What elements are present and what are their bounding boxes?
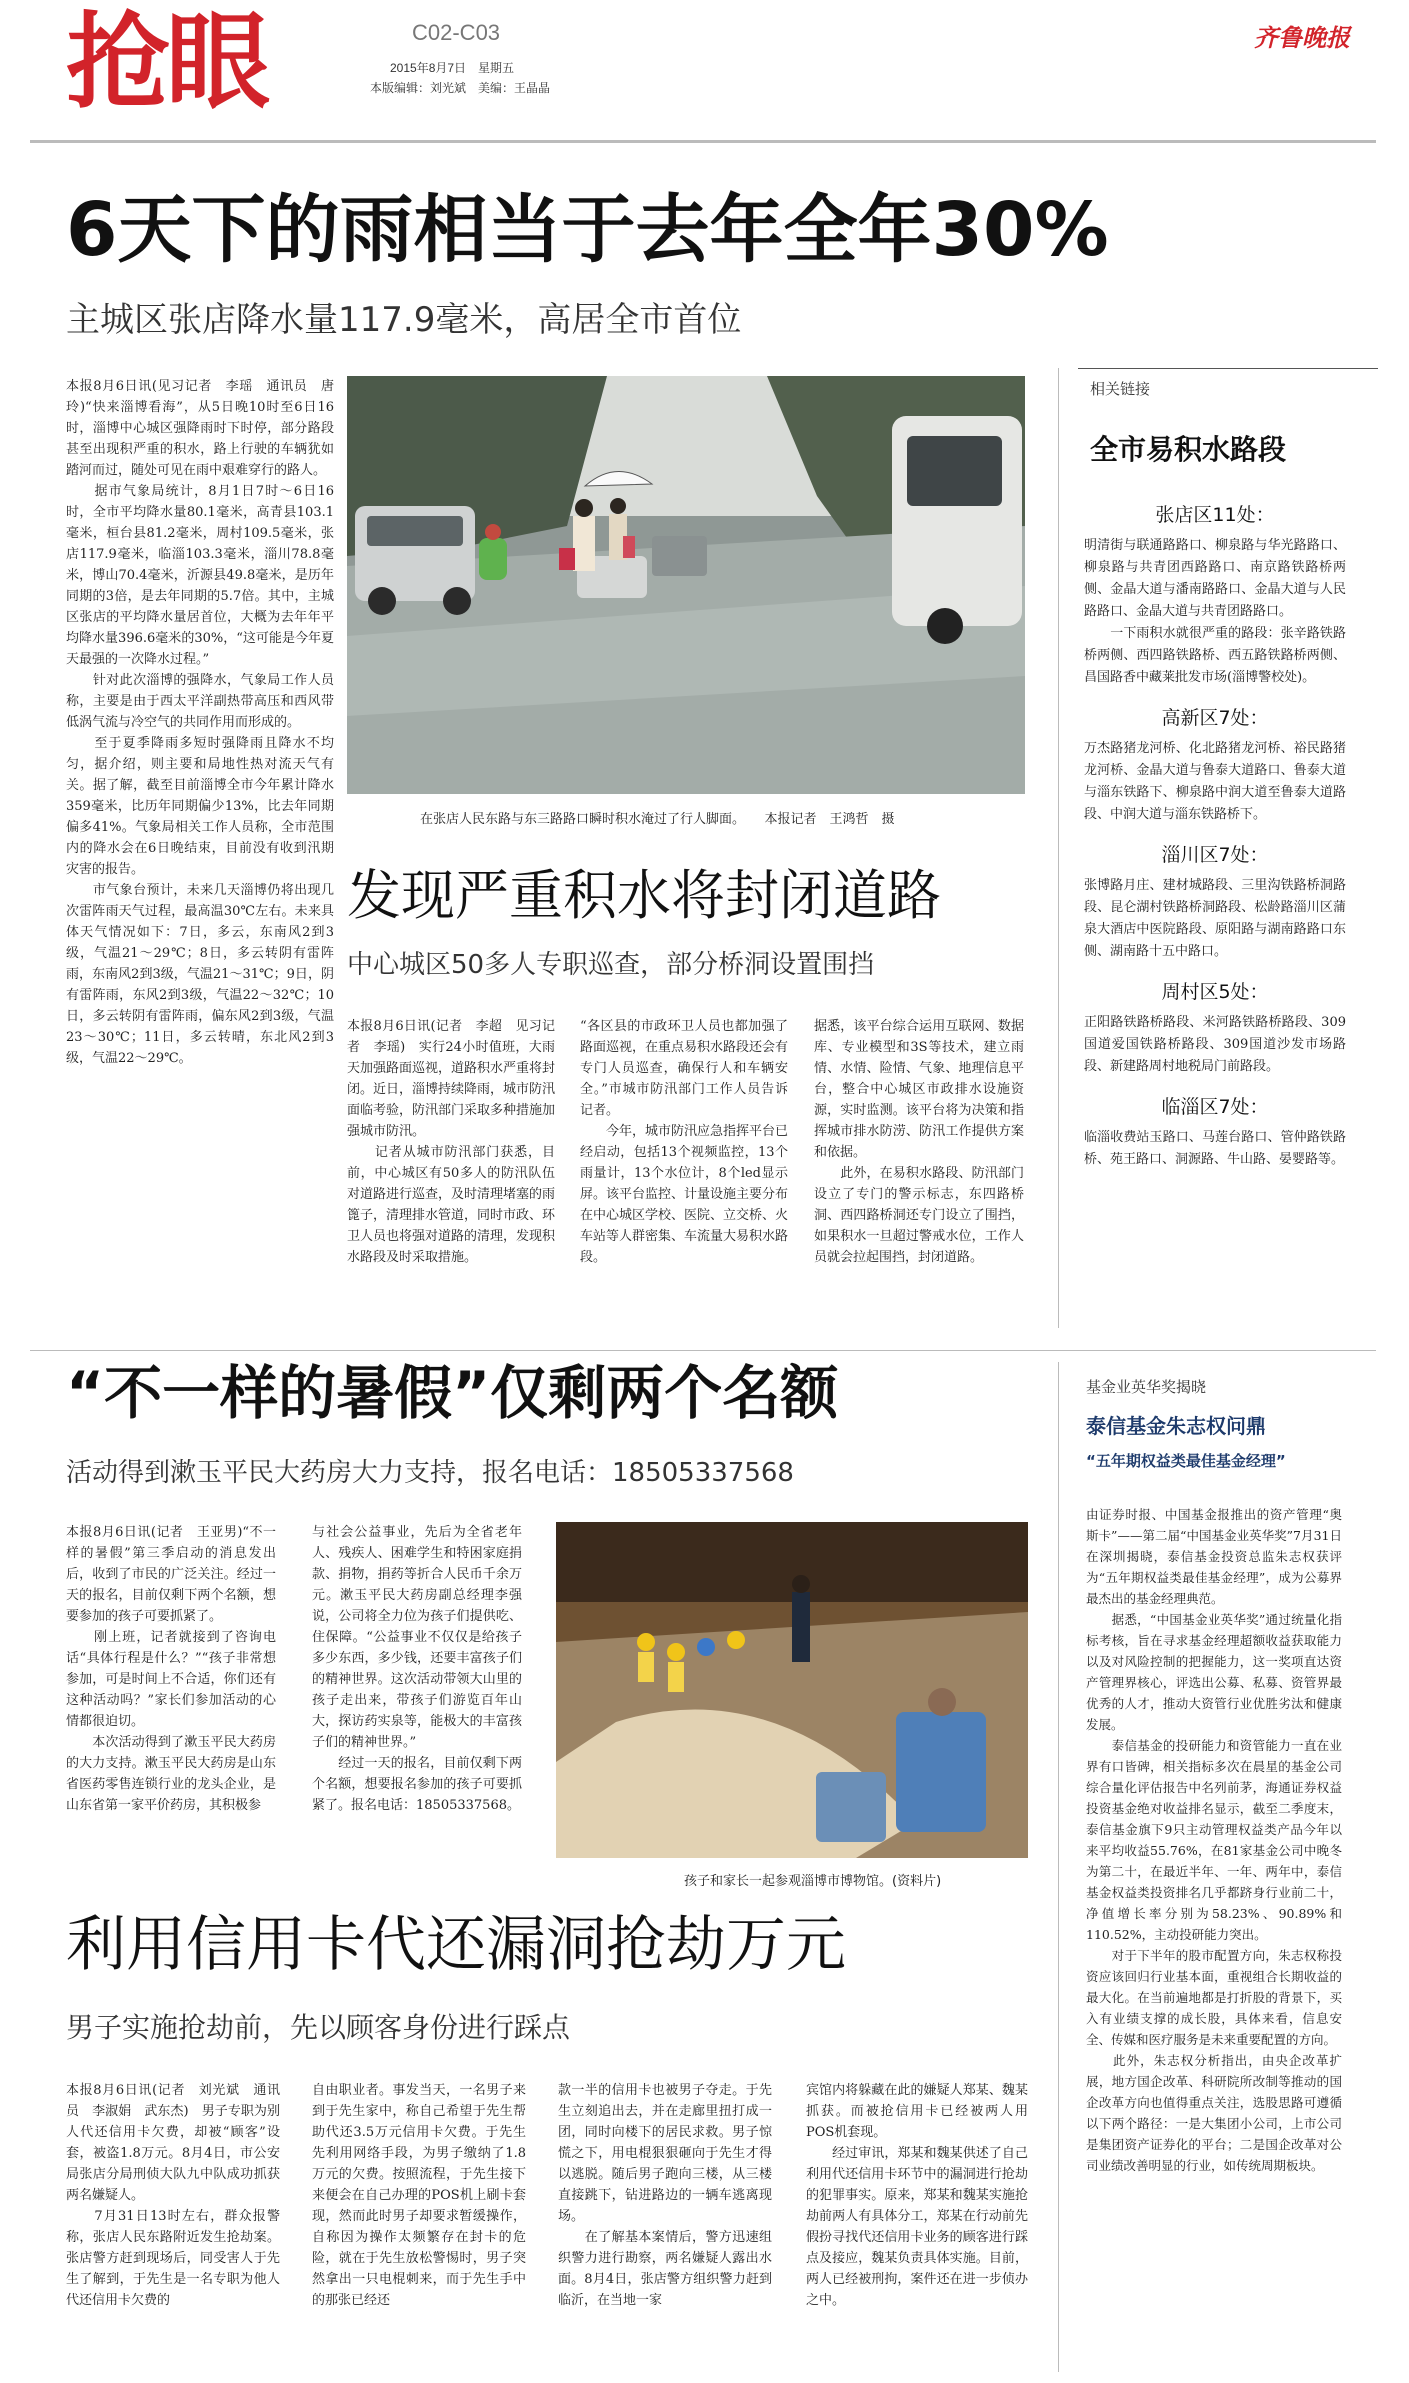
district-block xyxy=(1084,703,1346,826)
story3-subheadline: 活动得到漱玉平民大药房大力支持，报名电话：18505337568 xyxy=(66,1458,794,1488)
story4-headline: 利用信用卡代还漏洞抢劫万元 xyxy=(66,1910,846,1980)
story2-col2 xyxy=(580,1016,788,1318)
story3-col2-text: 与社会公益事业，先后为全省老年人、残疾人、困难学生和特困家庭捐款、捐物，捐药等折合人民币千余万元。漱玉平民大药房副总经理李强说，公司将全力位为孩子们提供吃、住保障。“公益事业不仅仅是给孩子多少东西，多少钱，还要丰富孩子们的精神世界。这次活动带领大山里的孩子走出来，带孩子们游览百年山大，探访药实泉等，能极大的丰富孩子们的精神世界。” 经过一天的报名，目前仅剩下两个名额，想要报名参加的孩子可要抓紧了。报名电话：18505337568。 xyxy=(312,1525,522,1813)
sidebar-label: 相关链接 xyxy=(1090,380,1151,398)
section-rule-1 xyxy=(30,1350,1376,1351)
story3-col2 xyxy=(312,1522,522,1882)
ad-subhead: “五年期权益类最佳基金经理” xyxy=(1086,1452,1286,1470)
flood-photo xyxy=(347,376,1025,794)
district-roads: 张博路月庄、建材城路段、三里沟铁路桥洞路段、昆仑湖村铁路桥洞路段、松龄路淄川区蒲泉大酒店中医院路段、原阳路与湖南路路口东侧、湖南路十五中路口。 xyxy=(1084,878,1346,959)
story4-subheadline: 男子实施抢劫前，先以顾客身份进行踩点 xyxy=(66,2011,571,2044)
sidebar-headline: 全市易积水路段 xyxy=(1090,433,1287,466)
museum-photo-image xyxy=(556,1522,1028,1858)
district-name: 临淄区7处： xyxy=(1161,1096,1269,1118)
ad-headline: 泰信基金朱志权问鼎 xyxy=(1086,1414,1266,1438)
district-block xyxy=(1084,977,1346,1078)
flood-photo-image xyxy=(347,376,1025,794)
story1-photo-caption: 在张店人民东路与东三路路口瞬时积水淹过了行人脚面。 本报记者 王鸿哲 摄 xyxy=(420,812,895,827)
story3-photo-caption: 孩子和家长一起参观淄博市博物馆。(资料片) xyxy=(684,1874,942,1889)
district-name: 周村区5处： xyxy=(1161,981,1269,1003)
story4-col2 xyxy=(312,2080,526,2376)
story4-col1-text: 本报8月6日讯(记者 刘光斌 通讯员 李淑娟 武东杰) 男子专职为别人代还信用卡欠费，却被“顾客”设套，被盗1.8万元。8月4日，市公安局张店分局刑侦大队九中队成功抓获两名嫌疑人。 7月31日13时左右，群众报警称，张店人民东路附近发生抢劫案。张店警方赶到现场后，同受害人于先生了解到，于先生是一名专职为他人代还信用卡欠费的 xyxy=(66,2083,280,2308)
page-numbers: C02-C03 xyxy=(412,20,501,45)
ad-body xyxy=(1086,1504,1342,2374)
story2-col2-text: “各区县的市政环卫人员也都加强了路面巡视，在重点易积水路段还会有专门人员巡查，确保行人和车辆安全。”市城市防汛部门工作人员告诉记者。 今年，城市防汛应急指挥平台已经启动，包括13个视频监控，13个雨量计，13个水位计，8个led显示屏。该平台监控、计量设施主要分布在中心城区学校、医院、立交桥、火车站等人群密集、车流量大易积水路段。 xyxy=(580,1019,788,1265)
district-name: 张店区11处： xyxy=(1155,504,1275,526)
district-block xyxy=(1084,840,1346,963)
sidebar-divider xyxy=(1058,368,1059,1328)
story4-col3-text: 款一半的信用卡也被男子夺走。于先生立刻追出去，并在走廊里扭打成一团，同时向楼下的居民求救。男子惊慌之下，用电棍狠狠砸向于先生才得以逃脱。随后男子跑向三楼，从三楼直接跳下，钻进路边的一辆车逃离现场。 在了解基本案情后，警方迅速组织警力进行勘察，两名嫌疑人露出水面。8月4日，张店警方组织警力赶到临沂，在当地一家 xyxy=(558,2083,772,2308)
ad-label: 基金业英华奖揭晓 xyxy=(1086,1378,1207,1396)
editors-credit: 本版编辑：刘光斌 美编：王晶晶 xyxy=(370,81,551,95)
paper-logo: 齐鲁晚报 xyxy=(1254,23,1350,52)
issue-date: 2015年8月7日 星期五 xyxy=(390,61,515,75)
story4-col4-text: 宾馆内将躲藏在此的嫌疑人郑某、魏某抓获。而被抢信用卡已经被两人用POS机套现。 经过审讯，郑某和魏某供述了自己利用代还信用卡环节中的漏洞进行抢劫的犯罪事实。原来，郑某和魏某实施抢劫前两人有具体分工，郑某在行动前先假扮寻找代还信用卡业务的顾客进行踩点及接应，魏某负责具体实施。目前，两人已经被刑拘，案件还在进一步侦办之中。 xyxy=(806,2083,1028,2308)
story3-headline: “不一样的暑假”仅剩两个名额 xyxy=(66,1359,839,1427)
district-roads: 临淄收费站玉路口、马莲台路口、管仲路铁路桥、苑王路口、洞源路、牛山路、晏婴路等。 xyxy=(1084,1130,1346,1167)
museum-photo xyxy=(556,1522,1028,1858)
story3-col1 xyxy=(66,1522,276,1882)
district-roads: 明清街与联通路路口、柳泉路与华光路路口、柳泉路与共青团西路路口、南京路铁路桥两侧、金晶大道与潘南路路口、金晶大道与人民路路口、金晶大道与共青团路路口。 一下雨积水就很严重的路段：张辛路铁路桥两侧、西四路铁路桥、西五路铁路桥两侧、昌国路香中藏莱批发市场(淄博警校处)。 xyxy=(1084,538,1346,685)
masthead-rule xyxy=(30,140,1376,143)
story3-col1-text: 本报8月6日讯(记者 王亚男)“不一样的暑假”第三季启动的消息发出后，收到了市民的广泛关注。经过一天的报名，目前仅剩下两个名额，想要参加的孩子可要抓紧了。 刚上班，记者就接到了咨询电话“具体行程是什么？”“孩子非常想参加，可是时间上不合适，你们还有这种活动吗？”家长们参加活动的心情都很迫切。 本次活动得到了漱玉平民大药房的大力支持。漱玉平民大药房是山东省医药零售连锁行业的龙头企业，是山东省第一家平价药房，其积极参 xyxy=(66,1525,276,1813)
district-block xyxy=(1084,1092,1346,1171)
ad-body-text: 由证券时报、中国基金报推出的资产管理“奥斯卡”——第二届“中国基金业英华奖”7月31日在深圳揭晓，泰信基金投资总监朱志权获评为“五年期权益类最佳基金经理”，成为公募界最杰出的基金经理典范。 据悉，“中国基金业英华奖”通过统量化指标考核，旨在寻求基金经理超额收益获取能力以及对风险控制的把握能力，这一奖项直达资产管理界核心，评选出公募、私募、资管界最优秀的人才，推动大资管行业优胜劣汰和健康发展。 泰信基金的投研能力和资管能力一直在业界有口皆碑，相关指标多次在晨星的基金公司综合量化评估报告中名列前茅，海通证券权益投资基金绝对收益排名显示，截至二季度末，泰信基金旗下9只主动管理权益类产品今年以来平均收益55.76%，在81家基金公司中晚冬为第二十，在最近半年、一年、两年中，泰信基金权益类投资排名几乎都跻身行业前二十，净值增长率分别为58.23%、90.89%和110.52%，主动投研能力突出。 对于下半年的股市配置方向，朱志权称投资应该回归行业基本面，重视组合长期收益的最大化。在当前遍地都是打折股的背景下，买入有业绩支撑的成长股，具体来看，信息安全、传媒和医疗服务是未来重要配置的方向。 此外，朱志权分析指出，由央企改革扩展，地方国企改革、科研院所改制等推动的国企改革方向也值得重点关注，选股思路可遵循以下两个路径：一是大集团小公司，上市公司是集团资产证券化的平台；二是国企改革对公司业绩改善明显的行业，如传统周期板块。 xyxy=(1086,1507,1342,2173)
flood-prone-list xyxy=(1084,500,1346,1330)
district-roads: 万杰路猪龙河桥、化北路猪龙河桥、裕民路猪龙河桥、金晶大道与鲁泰大道路口、鲁泰大道与淄东铁路下、柳泉路中润大道至鲁泰大道路段、中润大道与淄东铁路桥下。 xyxy=(1084,741,1346,822)
story2-col1 xyxy=(347,1016,555,1318)
district-roads: 正阳路铁路桥路段、米河路铁路桥路段、309国道爱国铁路桥路段、309国道沙发市场路段、新建路周村地税局门前路段。 xyxy=(1084,1015,1346,1074)
story2-col1-text: 本报8月6日讯(记者 李超 见习记者 李瑶) 实行24小时值班，大雨天加强路面巡视，道路积水严重将封闭。近日，淄博持续降雨，城市防汛面临考验，防汛部门采取多种措施加强城市防汛。 记者从城市防汛部门获悉，目前，中心城区有50多人的防汛队伍对道路进行巡查，及时清理堵塞的雨篦子，清理排水管道，同时市政、环卫人员也将强对道路的清理，发现积水路段及时采取措施。 xyxy=(347,1019,555,1265)
district-block xyxy=(1084,500,1346,689)
ad-divider xyxy=(1058,1362,1059,2372)
story4-col2-text: 自由职业者。事发当天，一名男子来到于先生家中，称自己希望于先生帮助代还3.5万元信用卡欠费。于先生先利用网络手段，为男子缴纳了1.8万元的欠费。按照流程，于先生接下来便会在自己办理的POS机上刷卡套现，然而此时男子却要求暂缓操作，自称因为操作太频繁存在封卡的危险，就在于先生放松警惕时，男子突然拿出一只电棍刺来，而于先生手中的那张已经还 xyxy=(312,2083,526,2308)
story1-headline: 6天下的雨相当于去年全年30% xyxy=(66,187,1109,273)
story4-col3 xyxy=(558,2080,772,2376)
story2-col3 xyxy=(814,1016,1024,1318)
story2-headline: 发现严重积水将封闭道路 xyxy=(347,864,941,927)
story4-col4 xyxy=(806,2080,1028,2376)
district-name: 淄川区7处： xyxy=(1161,844,1269,866)
story1-body xyxy=(66,376,334,1306)
sidebar-top-rule xyxy=(1078,368,1378,369)
story2-col3-text: 据悉，该平台综合运用互联网、数据库、专业模型和3S等技术，建立雨情、水情、险情、气象、地理信息平台，整合中心城区市政排水设施资源，实时监测。该平台将为决策和指挥城市排水防涝、防汛工作提供方案和依据。 此外，在易积水路段、防汛部门设立了专门的警示标志，东四路桥洞、西四路桥洞还专门设立了围挡，如果积水一旦超过警戒水位，工作人员就会拉起围挡，封闭道路。 xyxy=(814,1019,1024,1265)
story2-subheadline: 中心城区50多人专职巡查，部分桥洞设置围挡 xyxy=(347,950,875,980)
district-name: 高新区7处： xyxy=(1161,707,1269,729)
story1-subheadline: 主城区张店降水量117.9毫米，高居全市首位 xyxy=(66,300,742,340)
column-title: 抢眼 xyxy=(66,1,267,123)
story1-body-text: 本报8月6日讯(见习记者 李瑶 通讯员 唐玲)“快来淄博看海”，从5日晚10时至6日16时，淄博中心城区强降雨时下时停，部分路段甚至出现积严重的积水，路上行驶的车辆犹如踏河而过，随处可见在雨中艰难穿行的路人。 据市气象局统计，8月1日7时～6日16时，全市平均降水量80.1毫米，高青县103.1毫米，桓台县81.2毫米，周村109.5毫米，张店117.9毫米，临淄103.3毫米，淄川78.8毫米，博山70.4毫米，沂源县49.8毫米，是历年同期的3倍，是去年同期的5.7倍。其中，主城区张店的平均降水量居首位，大概为去年年平均降水量396.6毫米的30%，“这可能是今年夏天最强的一次降水过程。” 针对此次淄博的强降水，气象局工作人员称，主要是由于西太平洋副热带高压和西风带低涡气流与冷空气的共同作用而形成的。 至于夏季降雨多短时强降雨且降水不均匀，据介绍，则主要和局地性热对流天气有关。据了解，截至目前淄博全市今年累计降水359毫米，比历年同期偏少13%，比去年同期偏多41%。气象局相关工作人员称，全市范围内的降水会在6日晚结束，目前没有收到汛期灾害的报告。 市气象台预计，未来几天淄博仍将出现几次雷阵雨天气过程，最高温30℃左右。未来具体天气情况如下：7日，多云，东南风2到3级，气温21～29℃；8日，多云转阴有雷阵雨，东南风2到3级，气温21～31℃；9日，阴有雷阵雨，东风2到3级，气温22～32℃；10日，多云转阴有雷阵雨，偏东风2到3级，气温23～30℃；11日，多云转晴，东北风2到3级，气温22～29℃。 xyxy=(66,379,334,1066)
story4-col1 xyxy=(66,2080,280,2376)
